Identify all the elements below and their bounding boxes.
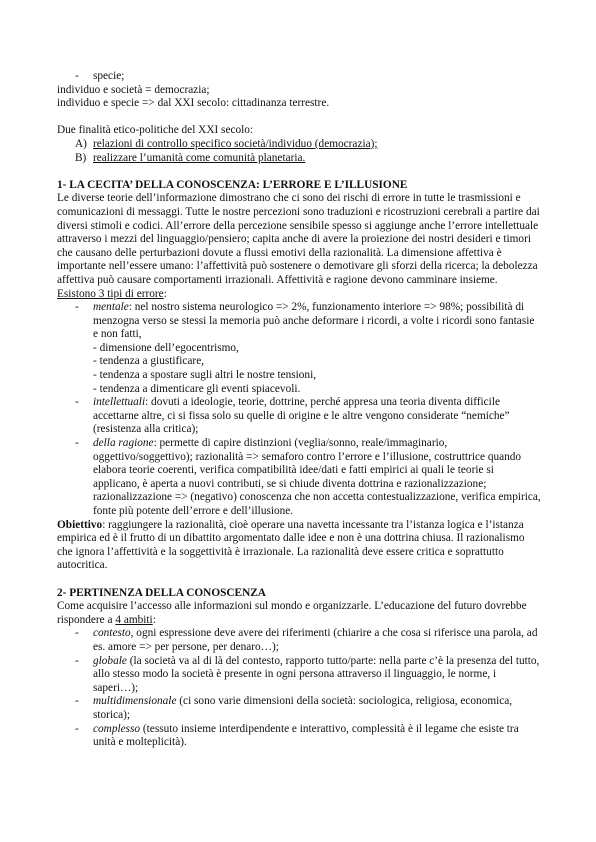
finalita-intro: Due finalità etico-politiche del XXI secolo:	[57, 124, 254, 137]
list-item: - complesso (tessuto insieme interdipendente e interattivo, complessità è il legame che esiste tra unità e molteplicità).	[57, 723, 542, 750]
bullet-dash: -	[75, 654, 79, 667]
term: multidimensionale	[93, 695, 177, 708]
text-line: individuo e società = democrazia;	[57, 83, 210, 96]
tipi-label-line: Esistono 3 tipi di errore:	[57, 287, 167, 300]
term: mentale	[93, 301, 129, 314]
text-line: individuo e specie => dal XXI secolo: cittadinanza terrestre.	[57, 97, 330, 110]
sub-item: - dimensione dell’egocentrismo,	[93, 341, 239, 354]
list-item-b: B) realizzare l’umanità come comunità planetaria.	[75, 151, 306, 164]
sub-item: - tendenza a spostare sugli altri le nostre tensioni,	[93, 369, 317, 382]
term: intellettuali	[93, 396, 146, 409]
sub-item: - tendenza a giustificare,	[93, 355, 205, 368]
list-item: - multidimensionale (ci sono varie dimensioni della società: sociologica, religiosa, economica, storica);	[57, 695, 542, 722]
list-item-a: A) relazioni di controllo specifico società/individuo (democrazia);	[75, 137, 378, 150]
document-page	[57, 70, 542, 750]
paragraph: Come acquisire l’accesso alle informazioni sul mondo e organizzarle. L’educazione del futuro dovrebbe rispondere a 4 ambiti:	[57, 600, 527, 626]
term: contesto	[93, 627, 131, 640]
bullet-dash: -	[75, 627, 79, 640]
list-item-text: relazioni di controllo specifico società/individuo (democrazia);	[93, 137, 378, 150]
section-heading: 2- PERTINENZA DELLA CONOSCENZA	[57, 586, 266, 599]
paragraph: Le diverse teorie dell’informazione dimostrano che ci sono dei rischi di errore in tutte le trasmissioni e comunicazioni di messaggi. Tutte le nostre percezioni sono traduzioni e ricostruzioni cerebrali a partire dai diversi stimoli e codici. All’errore della percezione sensibile spesso si aggiunge anche l’errore intellettuale attraverso i mezzi del linguaggio/pensiero; capita anche di avere la proiezione dei nostri desideri e timori che causano delle perturbazioni dovute a flussi emotivi della razionalità. La dimensione affettiva è importante nell’essere umano: l’affettività può sostenere o demotivare gli sforzi della ricerca; la debolezza affettiva può causare comportamenti irrazionali. Affettività e ragione devono camminare insieme.	[57, 192, 540, 286]
obiettivo-paragraph: Obiettivo: raggiungere la razionalità, cioè operare una navetta incessante tra l’istanza logica e l’istanza empirica ed è il frutto di un dibattito argomentato dalle idee e non è una dottrina chiusa. Il razionalismo che ignora l’affettività e la soggettività è irrazionale. La razionalità deve essere critica e soprattutto autocritica.	[57, 518, 525, 572]
list-item: - mentale: nel nostro sistema neurologico => 2%, funzionamento interiore => 98%; possibilità di menzogna verso se stessi la memoria può anche deformare i ricordi, a volte i ricordi sono fantasie e non fatti, - dimensione dell’egocentrismo, - tendenza a giustificare, - tendenza a spostare sugli altri le nostre tensioni, - tendenza a dimenticare gli eventi spiacevoli.	[57, 301, 542, 396]
list-item-text: realizzare l’umanità come comunità planetaria.	[93, 151, 306, 164]
bullet-dash: -	[75, 70, 79, 82]
bullet-dash: -	[75, 722, 79, 735]
bullet-dash: -	[75, 437, 79, 450]
term: globale	[93, 654, 127, 667]
list-item	[57, 70, 542, 84]
bullet-dash: -	[75, 396, 79, 409]
list-item: - intellettuali: dovuti a ideologie, teorie, dottrine, perché appresa una teoria diventa difficile accettarne altre, ci si fissa solo su quelle di origine e le altre vengono considerate “nemiche” (resistenza alla critica);	[57, 396, 542, 437]
term: complesso	[93, 722, 141, 735]
sub-item: - tendenza a dimenticare gli eventi spiacevoli.	[93, 382, 301, 395]
section-heading: 1- LA CECITA’ DELLA CONOSCENZA: L’ERRORE E L’ILLUSIONE	[57, 178, 408, 191]
bullet-dash: -	[75, 695, 79, 708]
bullet-dash: -	[75, 301, 79, 314]
list-item: - contesto, ogni espressione deve avere dei riferimenti (chiarire a che cosa si riferisce una parola, ad es. amore => per persone, per denaro…);	[57, 627, 542, 654]
list-item: - della ragione: permette di capire distinzioni (veglia/sonno, reale/immaginario, oggettivo/soggettivo); razionalità => semaforo contro l’errore e l’illusione, costruttrice quando elabora teorie coerenti, verifica compatibilità idee/dati e fatti empirici ai quali le teorie si applicano, è aperta a nuovi contributi, se si chiude diventa dottrina e razionalizzazione; razionalizzazione => (negativo) conoscenza che non accetta contestualizzazione, verifica empirica, fonte più potente dell’errore e dell’illusione.	[57, 437, 542, 519]
list-item: - globale (la società va al di là del contesto, rapporto tutto/parte: nella parte c’è la presenza del tutto, allo stesso modo la società è presente in ogni persona attraverso il linguaggio, le norme, i saperi…);	[57, 655, 542, 696]
list-item-text: specie;	[93, 70, 125, 82]
term: della ragione	[93, 437, 154, 450]
